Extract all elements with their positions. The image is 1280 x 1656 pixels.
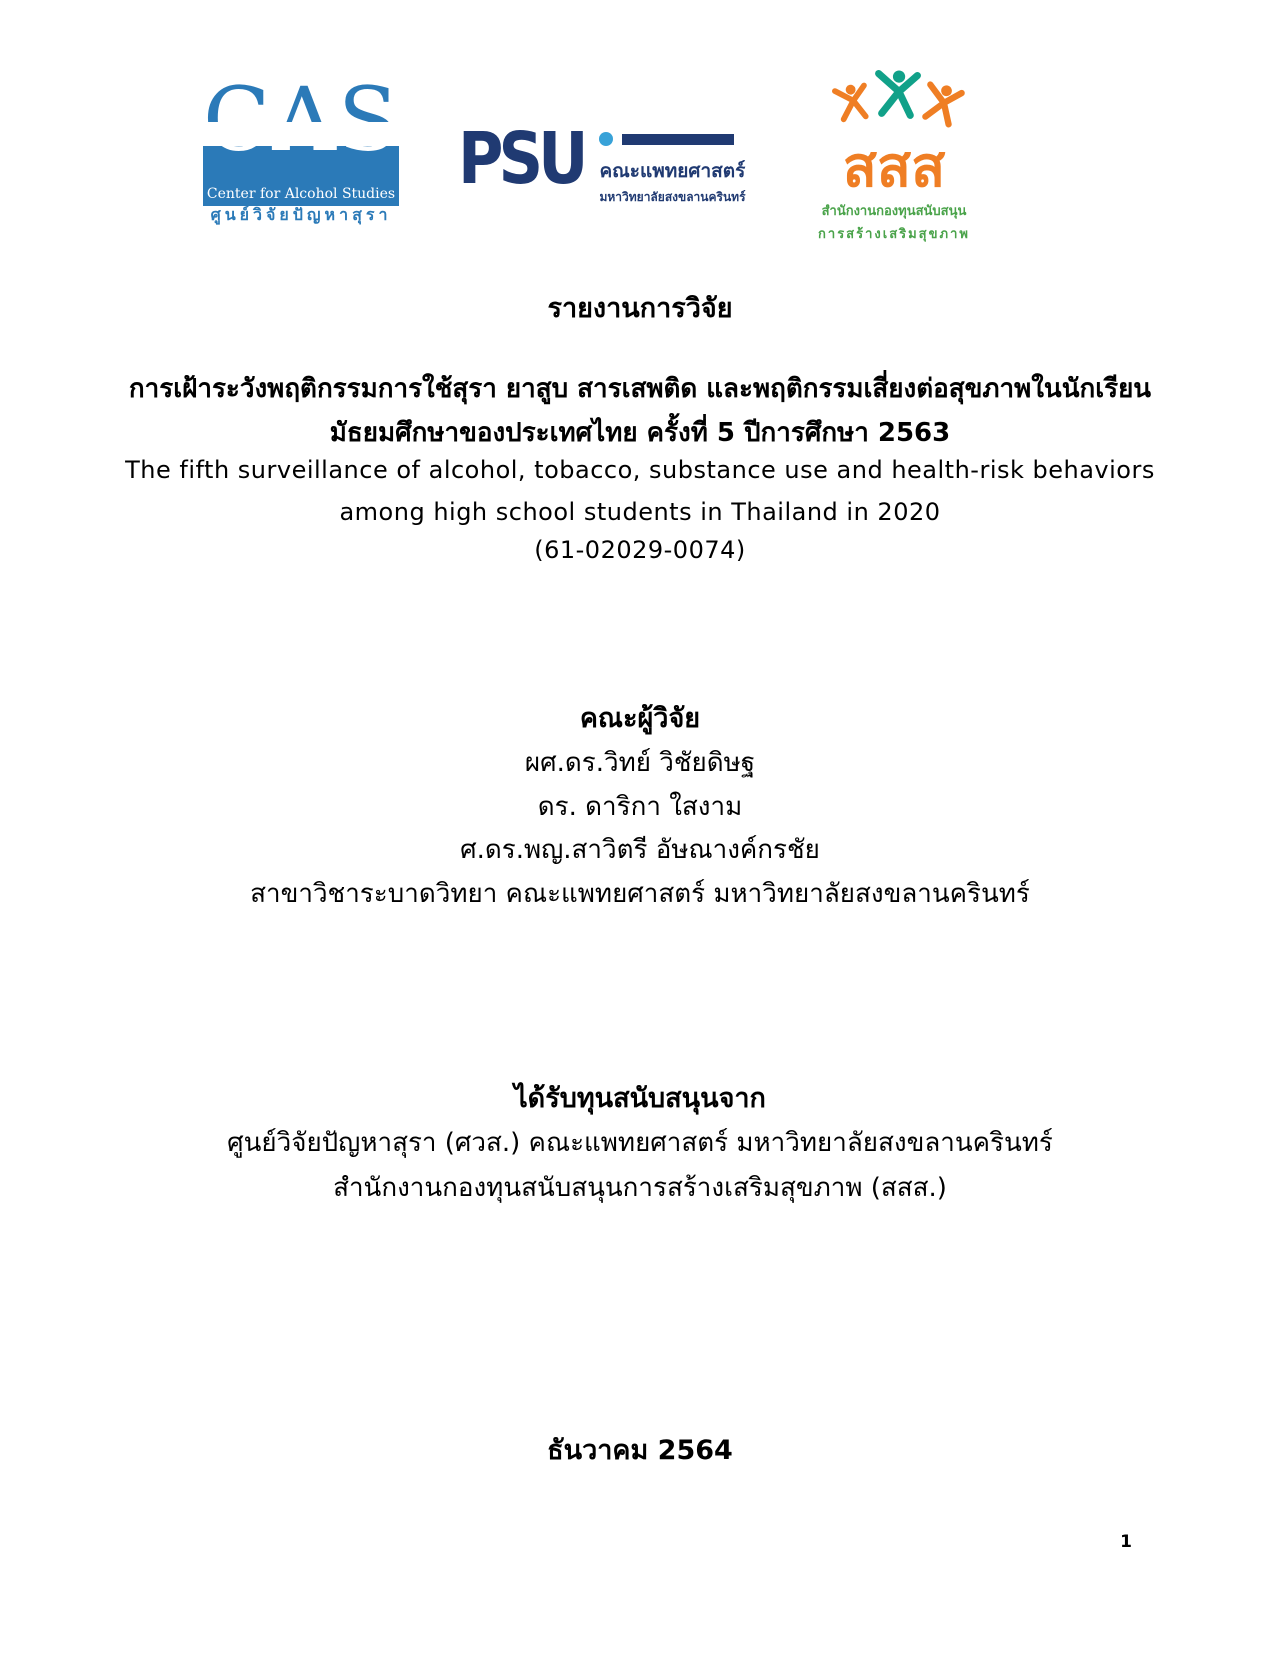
cas-logo xyxy=(203,68,401,228)
psu-dot-icon xyxy=(599,132,613,146)
psu-bar-icon xyxy=(622,134,734,145)
thaihealth-acronym-text: สสส xyxy=(842,135,946,200)
psu-faculty-name: คณะแพทยศาสตร์ xyxy=(599,160,746,182)
psu-university-name: มหาวิทยาลัยสงขลานครินทร์ xyxy=(599,190,746,204)
funding-heading: ได้รับทุนสนับสนุนจาก xyxy=(514,1083,766,1114)
psu-logo xyxy=(458,116,746,207)
research-team-member: ดร. ดาริกา ใสงาม xyxy=(537,792,743,822)
research-team-member: ศ.ดร.พญ.สาวิตรี อัษณางค์กรชัย xyxy=(460,835,820,865)
thaihealth-office-line2: การสร้างเสริมสุขภาพ xyxy=(818,227,970,242)
cas-subtitle-en: Center for Alcohol Studies xyxy=(206,186,396,202)
title-thai-line2: มัธยมศึกษาของประเทศไทย ครั้งที่ 5 ปีการศึกษา 2563 xyxy=(329,418,951,448)
research-team-affiliation: สาขาวิชาระบาดวิทยา คณะแพทยศาสตร์ มหาวิทยาลัยสงขลานครินทร์ xyxy=(250,879,1030,909)
research-team-member: ผศ.ดร.วิทย์ วิชัยดิษฐ xyxy=(524,748,756,778)
title-english-line1: The fifth surveillance of alcohol, tobacco, substance use and health-risk behaviors xyxy=(125,456,1155,484)
publication-date: ธันวาคม 2564 xyxy=(547,1435,733,1466)
page-number: 1 xyxy=(1120,1532,1132,1552)
cas-subtitle-th: ศูนย์วิจัยปัญหาสุรา xyxy=(210,205,392,224)
cas-acronym-text: CAS xyxy=(203,68,401,171)
research-team-heading: คณะผู้วิจัย xyxy=(579,703,701,734)
thaihealth-office-line1: สำนักงานกองทุนสนับสนุน xyxy=(821,204,967,219)
grant-number: (61-02029-0074) xyxy=(534,536,746,564)
psu-dot-bar xyxy=(599,132,745,146)
title-english-line2: among high school students in Thailand in 2020 xyxy=(339,498,941,526)
funding-source: ศูนย์วิจัยปัญหาสุรา (ศวส.) คณะแพทยศาสตร์ มหาวิทยาลัยสงขลานครินทร์ xyxy=(227,1128,1053,1158)
psu-logo-text-block xyxy=(599,132,745,207)
psu-acronym-text: PSU xyxy=(458,116,584,201)
title-thai-line1: การเฝ้าระวังพฤติกรรมการใช้สุรา ยาสูบ สารเสพติด และพฤติกรรมเสี่ยงต่อสุขภาพในนักเรียน xyxy=(128,374,1152,404)
thaihealth-logo xyxy=(796,62,992,244)
dancing-people-icon xyxy=(809,62,979,144)
report-type-heading: รายงานการวิจัย xyxy=(547,293,733,324)
funding-source: สำนักงานกองทุนสนับสนุนการสร้างเสริมสุขภาพ (สสส.) xyxy=(333,1173,947,1203)
